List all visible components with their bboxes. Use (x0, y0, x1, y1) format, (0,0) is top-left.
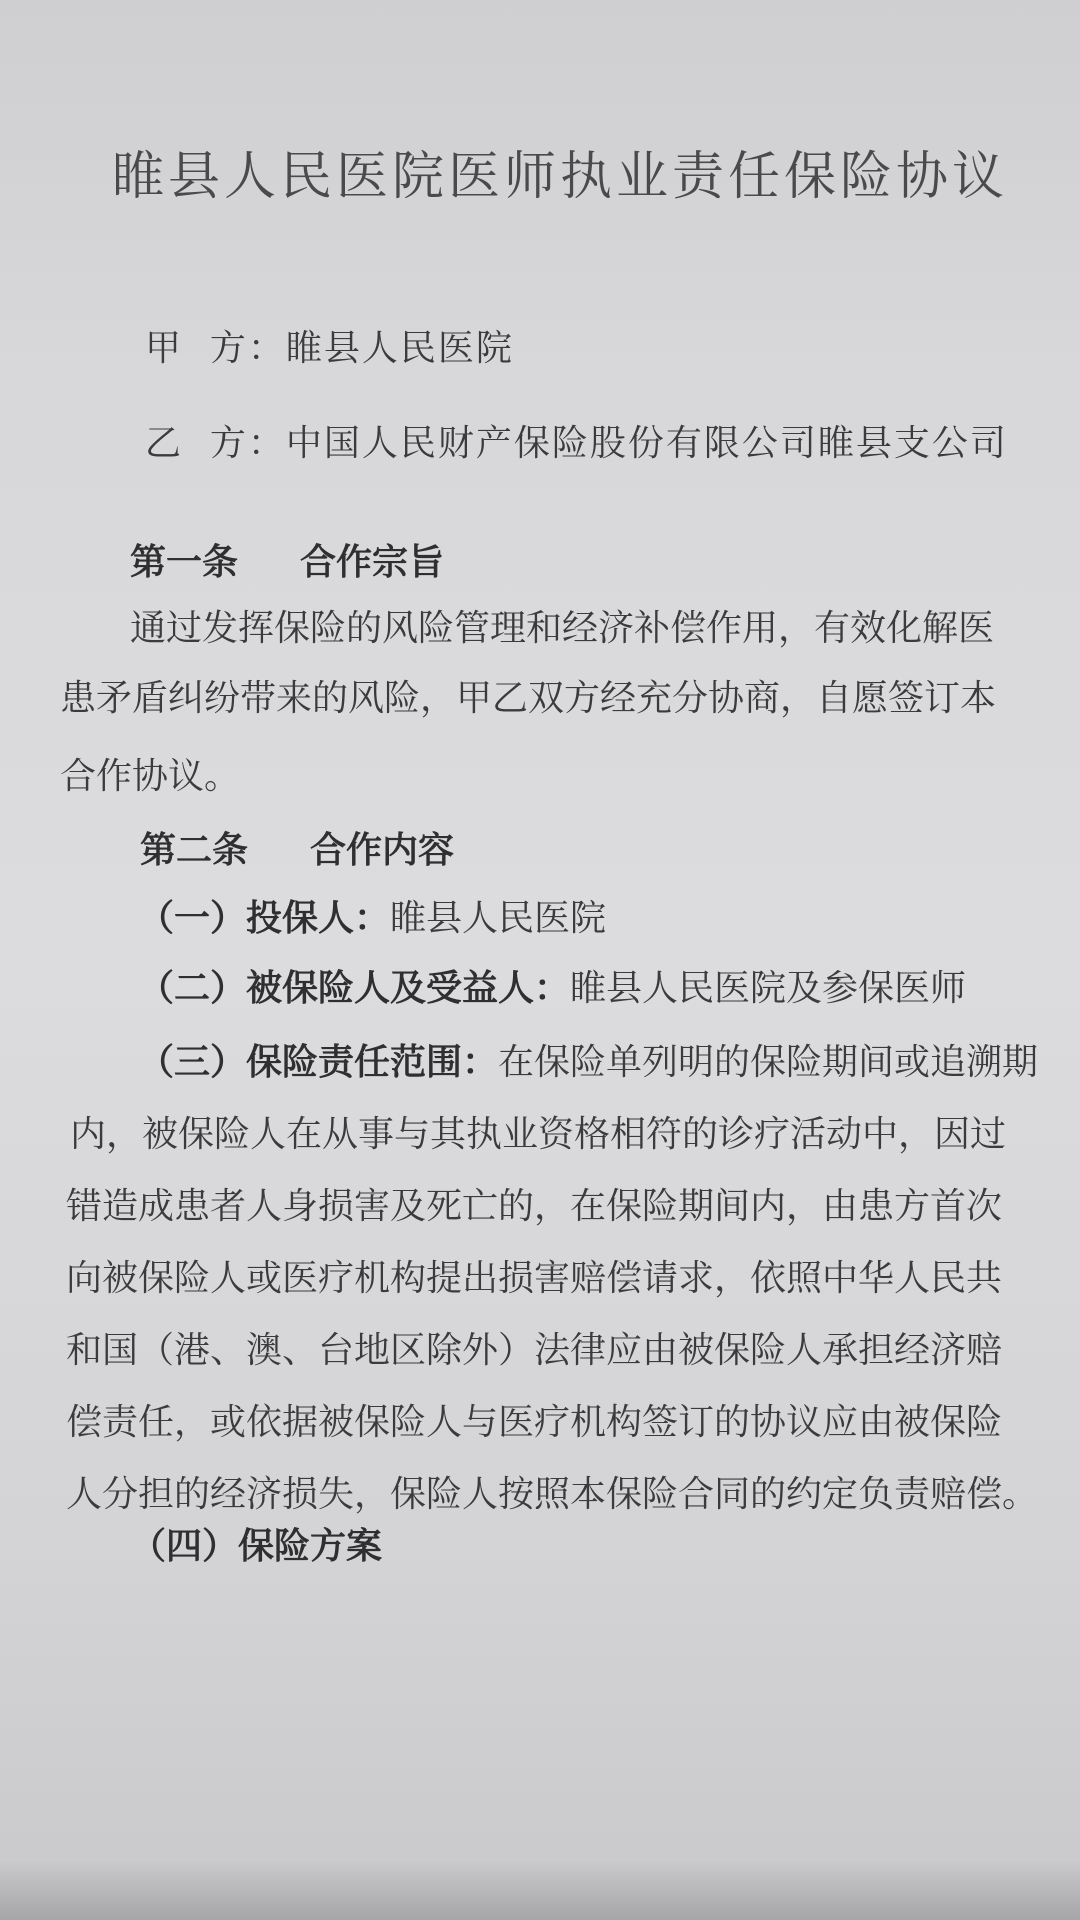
party-a-label: 甲 方： (145, 328, 286, 369)
item1-value: 睢县人民医院 (390, 898, 607, 939)
article2-number: 第二条 (140, 830, 249, 871)
item3-line-1 (138, 1034, 1038, 1085)
item3-line-2: 内，被保险人在从事与其执业资格相符的诊疗活动中，因过 (70, 1114, 1007, 1155)
item1-label: （一）投保人： (138, 898, 391, 939)
item3-line-3: 错造成患者人身损害及死亡的，在保险期间内，由患方首次 (66, 1186, 1003, 1227)
item3-line-6: 偿责任，或依据被保险人与医疗机构签订的协议应由被保险 (66, 1402, 1003, 1443)
item4-heading: （四）保险方案 (130, 1526, 383, 1567)
document-title: 睢县人民医院医师执业责任保险协议 (112, 147, 1009, 207)
item3-line-7: 人分担的经济损失，保险人按照本保险合同的约定负责赔偿。 (66, 1474, 1039, 1515)
page-shadow (0, 1860, 1080, 1920)
item2-line (138, 960, 966, 1011)
article1-line-3: 合作协议。 (60, 756, 241, 797)
article1-number: 第一条 (130, 542, 239, 583)
article1-line-1: 通过发挥保险的风险管理和经济补偿作用，有效化解医 (130, 608, 995, 649)
item3-label: （三）保险责任范围： (138, 1042, 499, 1083)
item3-line-4: 向被保险人或医疗机构提出损害赔偿请求，依照中华人民共 (66, 1258, 1003, 1299)
article1-heading (130, 534, 444, 585)
item3-line-5: 和国（港、澳、台地区除外）法律应由被保险人承担经济赔 (66, 1330, 1003, 1371)
item1-line (138, 890, 606, 941)
article2-title: 合作内容 (310, 830, 455, 871)
article1-title: 合作宗旨 (300, 542, 445, 583)
item3-first-line: 在保险单列明的保险期间或追溯期 (498, 1042, 1039, 1083)
item2-label: （二）被保险人及受益人： (138, 968, 571, 1009)
article2-heading (140, 822, 454, 873)
party-b-value: 中国人民财产保险股份有限公司睢县支公司 (285, 423, 1008, 464)
party-b-line (145, 415, 1008, 466)
party-a-line (145, 320, 514, 371)
party-a-value: 睢县人民医院 (285, 328, 514, 369)
article1-line-2: 患矛盾纠纷带来的风险，甲乙双方经充分协商，自愿签订本 (60, 678, 997, 719)
item2-value: 睢县人民医院及参保医师 (570, 968, 967, 1009)
party-b-label: 乙 方： (145, 423, 286, 464)
